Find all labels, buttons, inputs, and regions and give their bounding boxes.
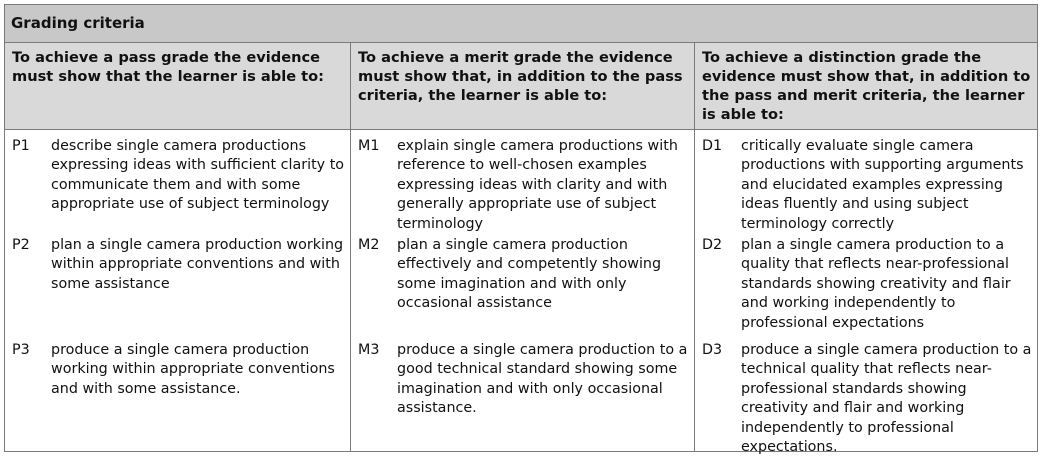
criterion-text: plan a single camera production to a quality that reflects near-professional standards showing creativity and flair and working independently to professional expectations (741, 237, 1011, 331)
criterion-item (351, 130, 694, 236)
criterion-code: P3 (12, 342, 30, 358)
table-title: Grading criteria (5, 5, 1038, 43)
criterion-item (5, 130, 350, 236)
pass-header: To achieve a pass grade the evidence must show that the learner is able to: (5, 43, 351, 130)
criterion-code: D3 (702, 342, 723, 358)
criterion-code: M3 (358, 342, 380, 358)
criterion-text: explain single camera productions with reference to well-chosen examples expressing ideas with clarity and with generally appropriate use of subject terminology (397, 138, 678, 232)
title-row (5, 5, 1038, 43)
criteria-row (5, 130, 1038, 452)
criterion-text: produce a single camera production to a technical quality that reflects near-professional standards showing creativity and flair and working independently to professional expectations. (741, 342, 1032, 456)
distinction-criteria-column (695, 130, 1038, 456)
criterion-code: M2 (358, 237, 380, 253)
header-row (5, 43, 1038, 130)
criterion-code: M1 (358, 138, 380, 154)
merit-header: To achieve a merit grade the evidence must show that, in addition to the pass criteria, the learner is able to: (351, 43, 695, 130)
criterion-text: plan a single camera production working within appropriate conventions and with some assistance (51, 237, 344, 292)
criterion-text: produce a single camera production to a good technical standard showing some imagination and with only occasional assistance. (397, 342, 688, 417)
criterion-code: P2 (12, 237, 30, 253)
criterion-text: plan a single camera production effectively and competently showing some imagination and with only occasional assistance (397, 237, 662, 312)
criterion-text: produce a single camera production working within appropriate conventions and with some assistance. (51, 342, 335, 397)
criterion-code: P1 (12, 138, 30, 154)
grading-criteria-table (4, 4, 1038, 456)
criterion-item (695, 130, 1037, 236)
criterion-item (695, 236, 1037, 341)
distinction-header: To achieve a distinction grade the evidence must show that, in addition to the pass and merit criteria, the learner is able to: (695, 43, 1038, 130)
pass-criteria-column (5, 130, 351, 452)
criterion-code: D1 (702, 138, 723, 154)
criterion-item (351, 236, 694, 341)
criterion-text: describe single camera productions expressing ideas with sufficient clarity to communicate them and with some appropriate use of subject terminology (51, 138, 345, 213)
criterion-code: D2 (702, 237, 723, 253)
merit-criteria-column (351, 130, 695, 452)
criterion-text: critically evaluate single camera productions with supporting arguments and elucidated examples expressing ideas fluently and using subject terminology correctly (741, 138, 1024, 232)
criterion-item (5, 236, 350, 341)
grading-criteria-panel (4, 4, 1037, 456)
